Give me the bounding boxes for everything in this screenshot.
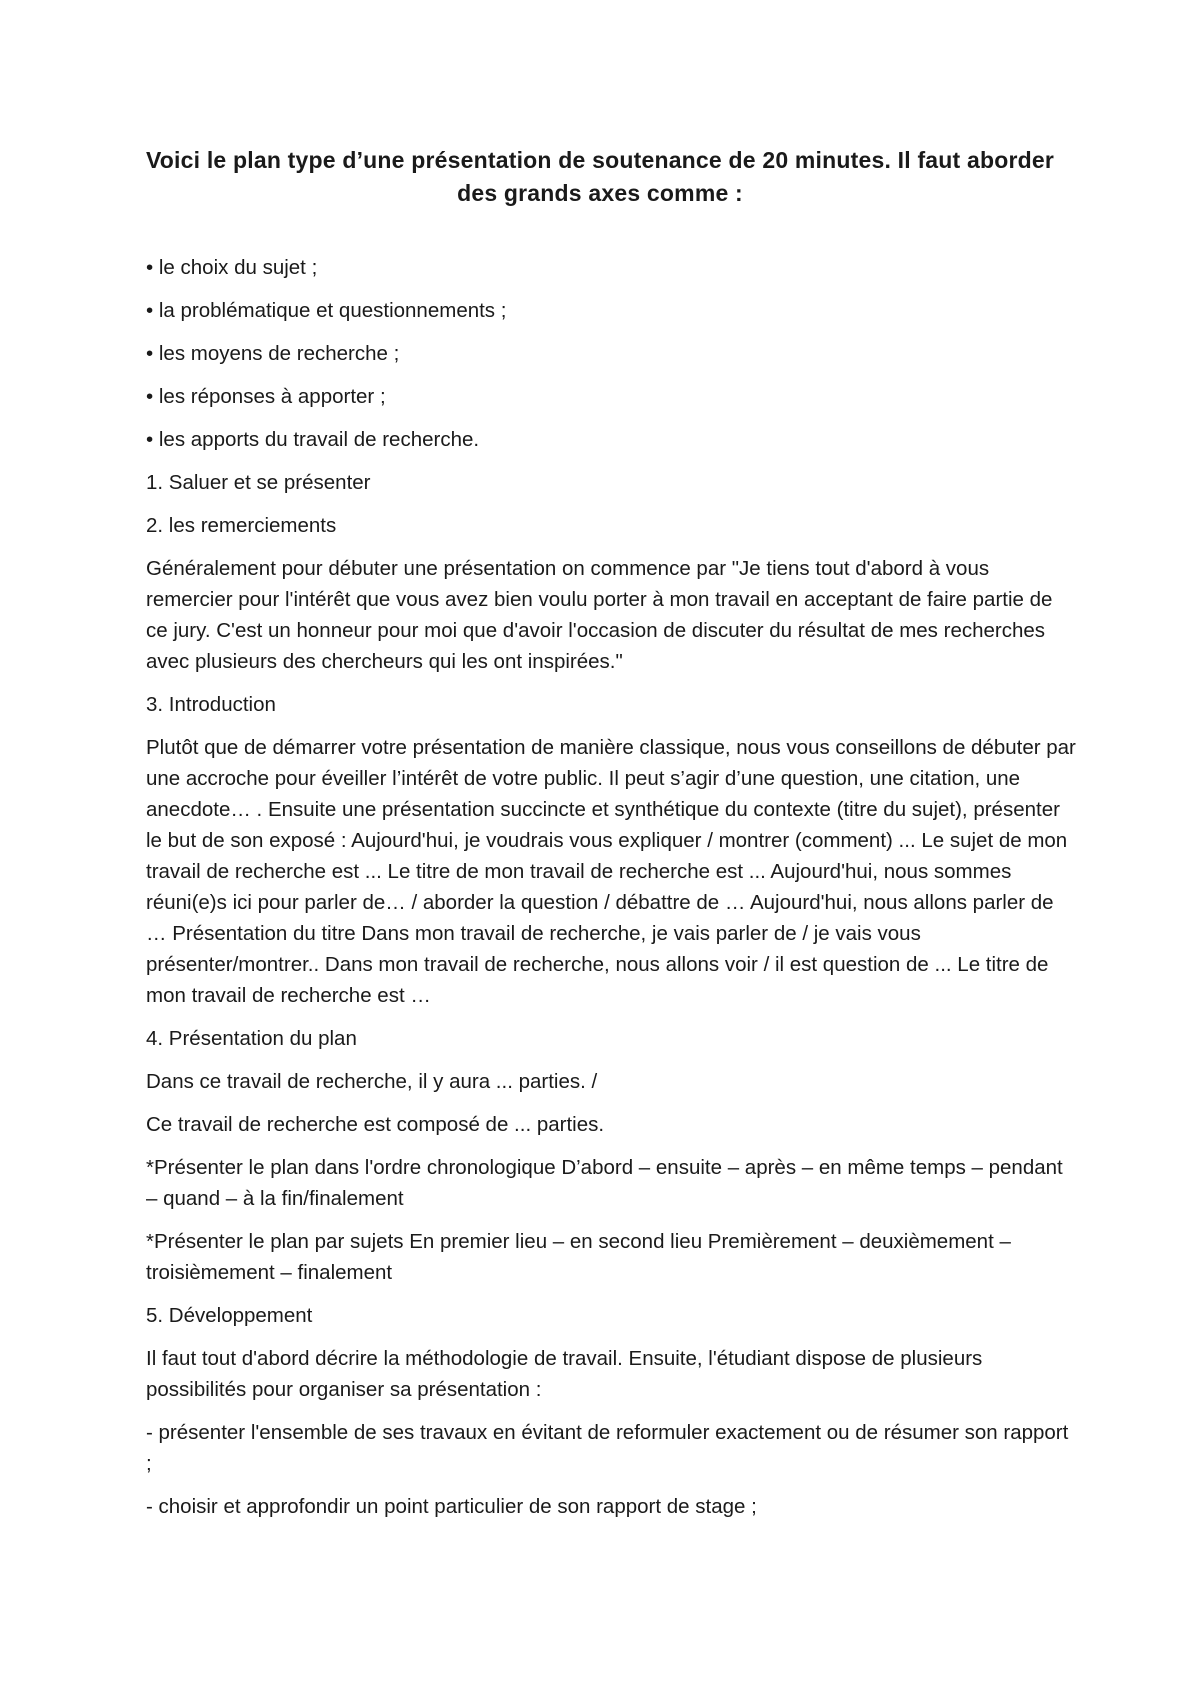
paragraph: Plutôt que de démarrer votre présentation de manière classique, nous vous conseillons de débuter par une accroche pour éveiller l’intérêt de votre public. Il peut s’agir d’une question, une citation, une anecdote… . Ensuite une présentation succincte et synthétique du contexte (titre du sujet), présenter le but de son exposé : Aujourd'hui, je voudrais vous expliquer / montrer (comment) ... Le sujet de mon travail de recherche est ... Le titre de mon travail de recherche est ... Aujourd'hui, nous sommes réuni(e)s ici pour parler de… / aborder la question / débattre de … Aujourd'hui, nous allons parler de … Présentation du titre Dans mon travail de recherche, je vais parler de / je vais vous présenter/montrer.. Dans mon travail de recherche, nous allons voir / il est question de ... Le titre de mon travail de recherche est … [146,736,1076,1007]
document-title: Voici le plan type d’une présentation de soutenance de 20 minutes. Il faut aborder des grands axes comme : [145,147,1055,206]
list-item: - présenter l'ensemble de ses travaux en évitant de reformuler exactement ou de résumer son rapport ; [146,1421,1069,1475]
section-heading: 5. Développement [146,1304,313,1327]
paragraph: Il faut tout d'abord décrire la méthodologie de travail. Ensuite, l'étudiant dispose de plusieurs possibilités pour organiser sa présentation : [146,1347,983,1401]
paragraph: *Présenter le plan dans l'ordre chronologique D’abord – ensuite – après – en même temps – pendant – quand – à la fin/finalement [146,1156,1063,1210]
list-item: - choisir et approfondir un point particulier de son rapport de stage ; [146,1495,757,1518]
bullet-item: • le choix du sujet ; [146,256,318,279]
section-heading: 2. les remerciements [146,514,337,537]
paragraph: Généralement pour débuter une présentation on commence par "Je tiens tout d'abord à vous remercier pour l'intérêt que vous avez bien voulu porter à mon travail en acceptant de faire partie de ce jury. C'est un honneur pour moi que d'avoir l'occasion de discuter du résultat de mes recherches avec plusieurs des chercheurs qui les ont inspirées." [146,557,1053,673]
section-heading: 4. Présentation du plan [146,1027,357,1050]
paragraph: *Présenter le plan par sujets En premier lieu – en second lieu Premièrement – deuxièmement – troisièmement – finalement [146,1230,1011,1284]
paragraph: Ce travail de recherche est composé de ... parties. [146,1113,605,1136]
bullet-item: • les réponses à apporter ; [146,385,386,408]
section-heading: 3. Introduction [146,693,276,716]
bullet-item: • les apports du travail de recherche. [146,428,480,451]
document-body [146,252,1076,1534]
section-heading: 1. Saluer et se présenter [146,471,371,494]
paragraph: Dans ce travail de recherche, il y aura ... parties. / [146,1070,598,1093]
bullet-item: • la problématique et questionnements ; [146,299,507,322]
bullet-item: • les moyens de recherche ; [146,342,400,365]
